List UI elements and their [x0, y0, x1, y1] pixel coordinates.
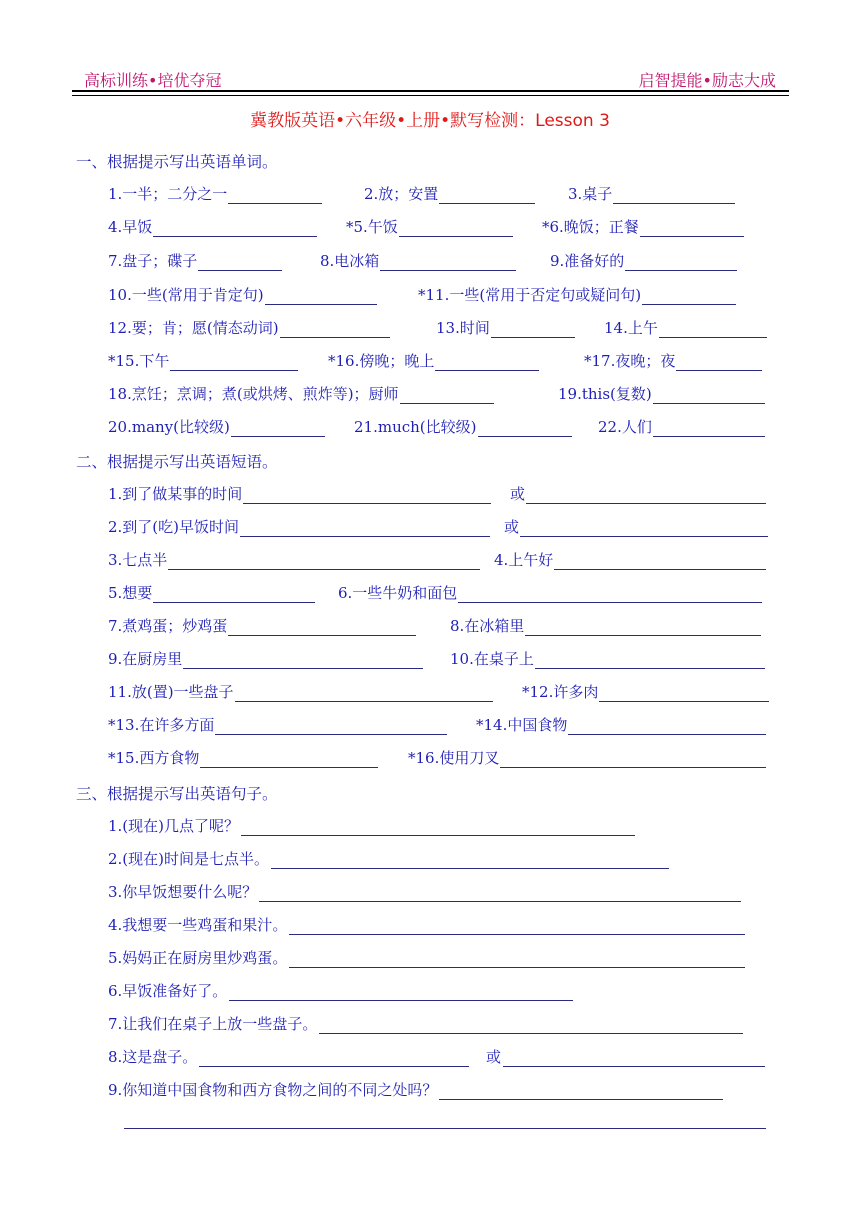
answer-blank[interactable] [319, 1017, 743, 1034]
sentence-row-1 [108, 814, 776, 838]
sentence-prompt: 6.早饭准备好了。 [108, 982, 228, 1000]
sentence-row-7 [108, 1012, 776, 1036]
word-prompt: *5.午饭 [346, 218, 398, 236]
sentence-row-2 [108, 847, 776, 871]
answer-blank[interactable] [243, 487, 491, 504]
word-prompt: 2.放；安置 [364, 185, 439, 203]
phrase-row-8 [108, 713, 776, 737]
answer-blank[interactable] [653, 420, 765, 437]
page-title: 冀教版英语•六年级•上册•默写检测：Lesson 3 [250, 111, 610, 131]
word-prompt: *11.一些(常用于否定句或疑问句) [418, 286, 642, 304]
word-prompt: 7.盘子；碟子 [108, 252, 198, 270]
header-left-slogan: 高标训练•培优夺冠 [84, 71, 222, 90]
answer-blank[interactable] [241, 819, 635, 836]
answer-blank[interactable] [228, 619, 416, 636]
sentence-row-4 [108, 913, 776, 937]
answer-blank[interactable] [235, 685, 493, 702]
sentence-prompt: 5.妈妈正在厨房里炒鸡蛋。 [108, 949, 288, 967]
header-rule-thin [72, 95, 789, 96]
word-prompt: *16.傍晚；晚上 [328, 352, 435, 370]
sentence-row-6 [108, 979, 776, 1003]
answer-blank[interactable] [271, 852, 669, 869]
section-heading-phrases: 二、根据提示写出英语短语。 [76, 453, 278, 471]
word-row-6 [108, 349, 776, 373]
phrase-prompt: 9.在厨房里 [108, 650, 183, 668]
answer-blank[interactable] [526, 487, 766, 504]
word-row-7 [108, 382, 776, 406]
word-prompt: 1.一半；二分之一 [108, 185, 228, 203]
phrase-prompt: 1.到了做某事的时间 [108, 485, 243, 503]
phrase-prompt: 5.想要 [108, 584, 153, 602]
word-row-8 [108, 415, 776, 439]
answer-blank[interactable] [289, 918, 745, 935]
answer-blank[interactable] [215, 718, 447, 735]
word-row-4 [108, 283, 776, 307]
answer-blank[interactable] [400, 387, 494, 404]
phrase-row-6 [108, 647, 776, 671]
answer-blank-continuation[interactable] [124, 1128, 766, 1129]
answer-blank[interactable] [491, 321, 575, 338]
header-right-slogan: 启智提能•励志大成 [638, 71, 776, 90]
word-prompt: 14.上午 [604, 319, 658, 337]
word-prompt: 18.烹饪；烹调；煮(或烘烤、煎炸等)；厨师 [108, 385, 399, 403]
section-heading-sentences: 三、根据提示写出英语句子。 [76, 785, 278, 803]
phrase-prompt: 4.上午好 [494, 551, 554, 569]
answer-blank[interactable] [676, 354, 762, 371]
answer-blank[interactable] [554, 553, 766, 570]
answer-blank[interactable] [599, 685, 769, 702]
answer-blank[interactable] [289, 951, 745, 968]
header-rule-thick [72, 90, 789, 92]
word-prompt: 19.this(复数) [558, 385, 652, 403]
answer-blank[interactable] [153, 586, 315, 603]
answer-blank[interactable] [200, 751, 378, 768]
answer-blank[interactable] [568, 718, 766, 735]
answer-blank[interactable] [399, 220, 513, 237]
answer-blank[interactable] [500, 751, 766, 768]
or-label: 或 [504, 518, 520, 536]
answer-blank[interactable] [653, 387, 765, 404]
phrase-row-4 [108, 581, 776, 605]
sentence-row-8 [108, 1045, 776, 1069]
answer-blank[interactable] [503, 1050, 765, 1067]
answer-blank[interactable] [439, 187, 535, 204]
phrase-prompt: 6.一些牛奶和面包 [338, 584, 458, 602]
answer-blank[interactable] [625, 254, 737, 271]
word-prompt: 22.人们 [598, 418, 652, 436]
phrase-prompt: 3.七点半 [108, 551, 168, 569]
answer-blank[interactable] [642, 288, 736, 305]
phrase-row-1 [108, 482, 776, 506]
sentence-prompt: 1.(现在)几点了呢？ [108, 817, 240, 835]
answer-blank[interactable] [659, 321, 767, 338]
answer-blank[interactable] [229, 984, 573, 1001]
sentence-row-5 [108, 946, 776, 970]
sentence-prompt: 8.这是盘子。 [108, 1048, 198, 1066]
answer-blank[interactable] [640, 220, 744, 237]
sentence-prompt: 7.让我们在桌子上放一些盘子。 [108, 1015, 318, 1033]
answer-blank[interactable] [168, 553, 480, 570]
phrase-prompt: 8.在冰箱里 [450, 617, 525, 635]
word-prompt: *17.夜晚；夜 [584, 352, 676, 370]
word-prompt: 4.早饭 [108, 218, 153, 236]
phrase-row-3 [108, 548, 776, 572]
sentence-row-3 [108, 880, 776, 904]
word-prompt: *6.晚饭；正餐 [542, 218, 639, 236]
answer-blank[interactable] [231, 420, 325, 437]
word-row-5 [108, 316, 776, 340]
section-heading-words: 一、根据提示写出英语单词。 [76, 153, 278, 171]
sentence-prompt: 2.(现在)时间是七点半。 [108, 850, 270, 868]
phrase-prompt: *15.西方食物 [108, 749, 200, 767]
or-label: 或 [486, 1048, 502, 1066]
phrase-prompt: *16.使用刀叉 [408, 749, 500, 767]
phrase-prompt: 11.放(置)一些盘子 [108, 683, 234, 701]
word-prompt: 21.much(比较级) [354, 418, 477, 436]
or-label: 或 [510, 485, 526, 503]
phrase-prompt: *13.在许多方面 [108, 716, 215, 734]
phrase-row-9 [108, 746, 776, 770]
answer-blank[interactable] [478, 420, 572, 437]
word-prompt: 10.一些(常用于肯定句) [108, 286, 264, 304]
answer-blank[interactable] [183, 652, 423, 669]
answer-blank[interactable] [170, 354, 298, 371]
word-prompt: 20.many(比较级) [108, 418, 230, 436]
answer-blank[interactable] [439, 1083, 723, 1100]
answer-blank[interactable] [435, 354, 539, 371]
answer-blank[interactable] [265, 288, 377, 305]
answer-blank[interactable] [458, 586, 762, 603]
phrase-prompt: *14.中国食物 [476, 716, 568, 734]
answer-blank[interactable] [199, 1050, 469, 1067]
answer-blank[interactable] [198, 254, 282, 271]
sentence-prompt: 4.我想要一些鸡蛋和果汁。 [108, 916, 288, 934]
sentence-row-9 [108, 1078, 776, 1102]
word-prompt: 12.要；肯；愿(情态动词) [108, 319, 279, 337]
word-row-2 [108, 215, 776, 239]
phrase-prompt: 10.在桌子上 [450, 650, 534, 668]
phrase-row-7 [108, 680, 776, 704]
sentence-prompt: 3.你早饭想要什么呢？ [108, 883, 258, 901]
word-prompt: 9.准备好的 [550, 252, 625, 270]
answer-blank[interactable] [280, 321, 390, 338]
phrase-row-2 [108, 515, 776, 539]
answer-blank[interactable] [228, 187, 322, 204]
word-row-1 [108, 182, 776, 206]
sentence-prompt: 9.你知道中国食物和西方食物之间的不同之处吗？ [108, 1081, 438, 1099]
answer-blank[interactable] [240, 520, 490, 537]
word-prompt: 8.电冰箱 [320, 252, 380, 270]
phrase-prompt: *12.许多肉 [522, 683, 599, 701]
phrase-prompt: 2.到了(吃)早饭时间 [108, 518, 240, 536]
word-prompt: 13.时间 [436, 319, 490, 337]
answer-blank[interactable] [153, 220, 317, 237]
answer-blank[interactable] [535, 652, 765, 669]
phrase-prompt: 7.煮鸡蛋；炒鸡蛋 [108, 617, 228, 635]
word-row-3 [108, 249, 776, 273]
answer-blank[interactable] [380, 254, 516, 271]
phrase-row-5 [108, 614, 776, 638]
answer-blank[interactable] [259, 885, 741, 902]
word-prompt: *15.下午 [108, 352, 170, 370]
answer-blank[interactable] [525, 619, 761, 636]
word-prompt: 3.桌子 [568, 185, 613, 203]
answer-blank[interactable] [520, 520, 768, 537]
answer-blank[interactable] [613, 187, 735, 204]
